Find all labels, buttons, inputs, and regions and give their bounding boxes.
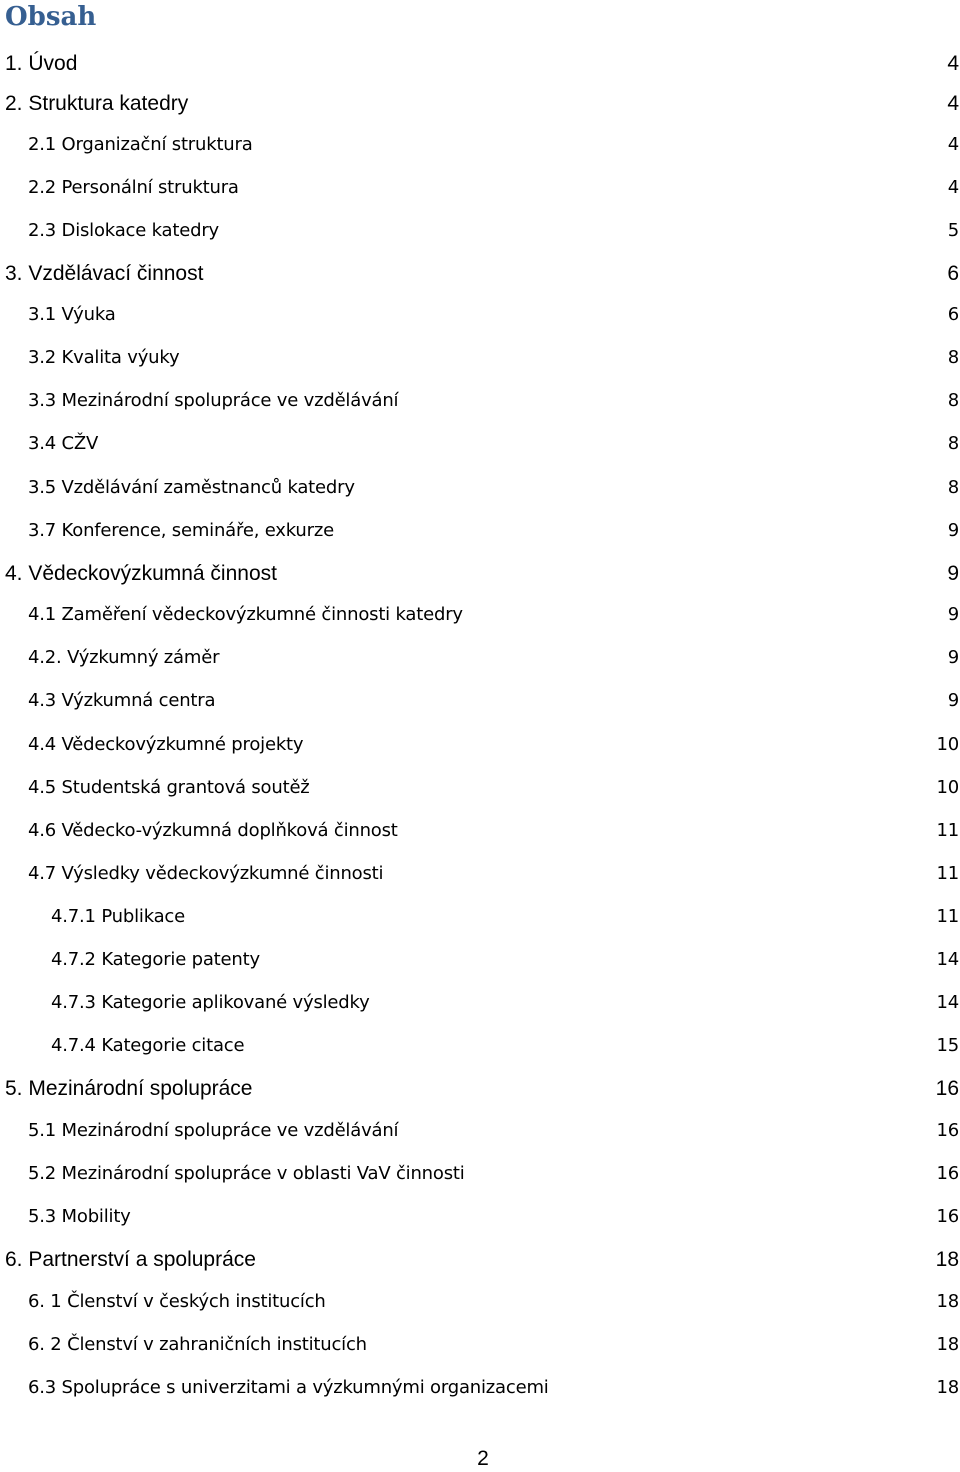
toc-entry[interactable] bbox=[5, 559, 960, 589]
toc-entry-label: 4.1 Zaměření vědeckovýzkumné činnosti katedry bbox=[28, 603, 463, 625]
toc-entry-page: 4 bbox=[947, 176, 959, 198]
toc-entry-page: 11 bbox=[936, 905, 959, 927]
toc-entry-label: 3.5 Vzdělávání zaměstnanců katedry bbox=[28, 476, 355, 498]
toc-entry-page: 4 bbox=[947, 52, 959, 75]
toc-entry-label: 3.2 Kvalita výuky bbox=[28, 346, 180, 368]
toc-entry[interactable] bbox=[28, 215, 960, 245]
page-title: Obsah bbox=[5, 2, 97, 32]
toc-entry-label: 2. Struktura katedry bbox=[5, 92, 189, 115]
toc-entry-page: 8 bbox=[947, 389, 959, 411]
toc-entry-page: 16 bbox=[936, 1162, 959, 1184]
toc-entry-page: 18 bbox=[936, 1333, 959, 1355]
toc-entry[interactable] bbox=[28, 1158, 960, 1188]
toc-entry-label: 4.2. Výzkumný záměr bbox=[28, 646, 220, 668]
toc-entry-label: 6. 2 Členství v zahraničních institucích bbox=[28, 1333, 367, 1355]
toc-entry-label: 6. Partnerství a spolupráce bbox=[5, 1248, 256, 1271]
toc-entry-page: 16 bbox=[935, 1077, 959, 1100]
toc-entry[interactable] bbox=[28, 472, 960, 502]
toc-entry-page: 8 bbox=[947, 432, 959, 454]
toc-entry-label: 5. Mezinárodní spolupráce bbox=[5, 1077, 253, 1100]
toc-entry-page: 9 bbox=[947, 646, 959, 668]
toc-entry-page: 4 bbox=[947, 92, 959, 115]
toc-entry-page: 5 bbox=[947, 219, 959, 241]
toc-entry[interactable] bbox=[28, 342, 960, 372]
toc-entry-label: 1. Úvod bbox=[5, 52, 78, 75]
toc-entry-label: 5.1 Mezinárodní spolupráce ve vzdělávání bbox=[28, 1119, 399, 1141]
toc-entry[interactable] bbox=[5, 259, 960, 289]
toc-entry-label: 4.5 Studentská grantová soutěž bbox=[28, 776, 310, 798]
toc-entry[interactable] bbox=[28, 685, 960, 715]
toc-entry-page: 11 bbox=[936, 819, 959, 841]
toc-entry[interactable] bbox=[5, 89, 960, 119]
toc-entry[interactable] bbox=[28, 772, 960, 802]
toc-entry-page: 8 bbox=[947, 476, 959, 498]
toc-entry-page: 6 bbox=[947, 262, 959, 285]
toc-entry[interactable] bbox=[28, 1329, 960, 1359]
toc-entry-label: 6. 1 Členství v českých institucích bbox=[28, 1290, 326, 1312]
toc-entry-label: 4.3 Výzkumná centra bbox=[28, 689, 216, 711]
toc-entry-label: 2.2 Personální struktura bbox=[28, 176, 239, 198]
toc-entry[interactable] bbox=[28, 642, 960, 672]
toc-entry-label: 4.7.3 Kategorie aplikované výsledky bbox=[51, 991, 370, 1013]
toc-entry[interactable] bbox=[28, 1115, 960, 1145]
toc-entry[interactable] bbox=[28, 129, 960, 159]
toc-entry-page: 9 bbox=[947, 562, 959, 585]
toc-entry-page: 9 bbox=[947, 603, 959, 625]
toc-entry-label: 4.7.1 Publikace bbox=[51, 905, 186, 927]
toc-entry[interactable] bbox=[28, 1286, 960, 1316]
toc-entry[interactable] bbox=[28, 385, 960, 415]
toc-entry-label: 2.3 Dislokace katedry bbox=[28, 219, 219, 241]
toc-entry-page: 15 bbox=[936, 1034, 959, 1056]
toc-entry-page: 18 bbox=[936, 1290, 959, 1312]
toc-entry-label: 3.7 Konference, semináře, exkurze bbox=[28, 519, 334, 541]
toc-entry-label: 6.3 Spolupráce s univerzitami a výzkumnými organizacemi bbox=[28, 1376, 549, 1398]
toc-entry-label: 4.4 Vědeckovýzkumné projekty bbox=[28, 733, 304, 755]
toc-entry-label: 5.2 Mezinárodní spolupráce v oblasti VaV činnosti bbox=[28, 1162, 465, 1184]
toc-entry-page: 6 bbox=[947, 303, 959, 325]
toc-entry-label: 4.7.2 Kategorie patenty bbox=[51, 948, 260, 970]
toc-entry-page: 18 bbox=[936, 1376, 959, 1398]
toc-entry-page: 14 bbox=[936, 948, 959, 970]
toc-entry-label: 4.7 Výsledky vědeckovýzkumné činnosti bbox=[28, 862, 384, 884]
toc-entry-page: 4 bbox=[947, 133, 959, 155]
toc-entry[interactable] bbox=[28, 1201, 960, 1231]
toc-entry-page: 16 bbox=[936, 1119, 959, 1141]
toc-entry-label: 5.3 Mobility bbox=[28, 1205, 131, 1227]
toc-entry-page: 10 bbox=[936, 733, 959, 755]
toc-entry-label: 4. Vědeckovýzkumná činnost bbox=[5, 562, 277, 585]
toc-entry-page: 10 bbox=[936, 776, 959, 798]
toc-entry-label: 2.1 Organizační struktura bbox=[28, 133, 253, 155]
toc-entry-label: 3.1 Výuka bbox=[28, 303, 116, 325]
toc-entry-page: 8 bbox=[947, 346, 959, 368]
toc-entry[interactable] bbox=[28, 515, 960, 545]
toc-entry[interactable] bbox=[28, 299, 960, 329]
toc-entry-label: 4.7.4 Kategorie citace bbox=[51, 1034, 245, 1056]
toc-entry[interactable] bbox=[51, 1030, 960, 1060]
toc-entry-page: 9 bbox=[947, 689, 959, 711]
toc-entry-label: 3.4 CŽV bbox=[28, 432, 99, 454]
toc-entry-page: 14 bbox=[936, 991, 959, 1013]
toc-entry[interactable] bbox=[28, 729, 960, 759]
toc-entry-page: 11 bbox=[936, 862, 959, 884]
toc-entry[interactable] bbox=[51, 901, 960, 931]
toc-entry[interactable] bbox=[28, 1372, 960, 1402]
page-number: 2 bbox=[477, 1447, 489, 1470]
toc-entry-page: 9 bbox=[947, 519, 959, 541]
toc-entry[interactable] bbox=[28, 815, 960, 845]
toc-entry[interactable] bbox=[5, 49, 960, 79]
toc-entry[interactable] bbox=[51, 944, 960, 974]
toc-entry-label: 4.6 Vědecko-výzkumná doplňková činnost bbox=[28, 819, 398, 841]
toc-entry[interactable] bbox=[28, 428, 960, 458]
toc-entry[interactable] bbox=[28, 172, 960, 202]
toc-entry[interactable] bbox=[51, 987, 960, 1017]
toc-entry-page: 16 bbox=[936, 1205, 959, 1227]
toc-entry[interactable] bbox=[28, 858, 960, 888]
toc-entry[interactable] bbox=[5, 1245, 960, 1275]
toc-entry[interactable] bbox=[5, 1074, 960, 1104]
toc-entry[interactable] bbox=[28, 599, 960, 629]
toc-entry-label: 3.3 Mezinárodní spolupráce ve vzdělávání bbox=[28, 389, 399, 411]
toc-entry-page: 18 bbox=[935, 1248, 959, 1271]
toc-entry-label: 3. Vzdělávací činnost bbox=[5, 262, 204, 285]
